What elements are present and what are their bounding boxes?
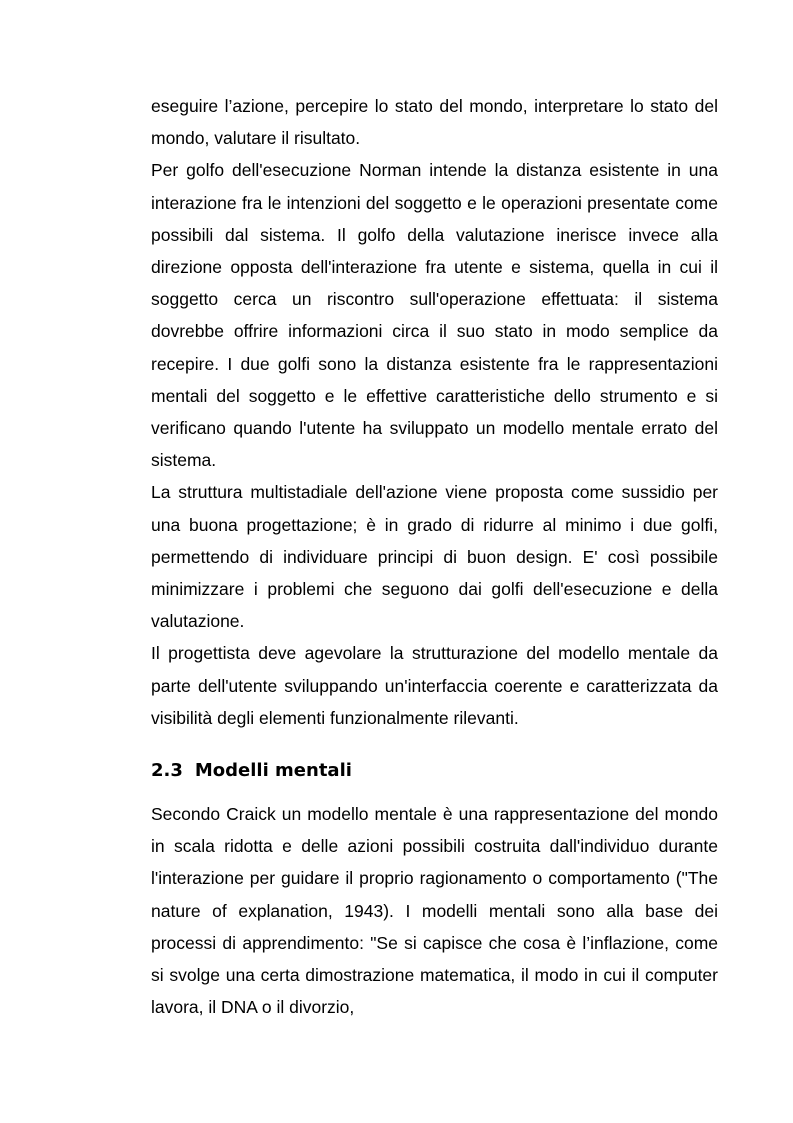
paragraph-multistage-action: La struttura multistadiale dell'azione viene proposta come sussidio per una buona progettazione; è in grado di ridurre al minimo i due golfi, permettendo di individuare principi di buon design. E' così possibile minimizzare i problemi che seguono dai golfi dell'esecuzione e della valutazione. (151, 482, 718, 632)
paragraph-mental-models: Secondo Craick un modello mentale è una rappresentazione del mondo in scala ridotta e delle azioni possibili costruita dall'individuo durante l'interazione per guidare il proprio ragionamento o comportamento ("The nature of explanation, 1943). I modelli mentali sono alla base dei processi di apprendimento: "Se si capisce che cosa è l’inflazione, come si svolge una certa dimostrazione matematica, il modo in cui il computer lavora, il DNA o il divorzio, (151, 804, 718, 1018)
section-title: Modelli mentali (194, 760, 352, 782)
paragraph-gulfs-definition: Per golfo dell'esecuzione Norman intende la distanza esistente in una interazione fra le intenzioni del soggetto e le operazioni presentate come possibili dal sistema. Il golfo della valutazione inerisce invece alla direzione opposta dell'interazione fra utente e sistema, quella in cui il soggetto cerca un riscontro sull'operazione effettuata: il sistema dovrebbe offrire informazioni circa il suo stato in modo semplice da recepire. I due golfi sono la distanza esistente fra le rappresentazioni mentali del soggetto e le effettive caratteristiche dello strumento e si verificano quando l'utente ha sviluppato un modello mentale errato del sistema. (151, 160, 718, 471)
section-heading (151, 757, 718, 785)
section-number: 2.3 (151, 760, 183, 782)
paragraph-designer-role: Il progettista deve agevolare la strutturazione del modello mentale da parte dell'utente sviluppando un'interfaccia coerente e caratterizzata da visibilità degli elementi funzionalmente rilevanti. (151, 643, 718, 728)
paragraph-actions-continuation: eseguire l’azione, percepire lo stato del mondo, interpretare lo stato del mondo, valutare il risultato. (151, 96, 718, 149)
document-page (151, 90, 718, 1023)
